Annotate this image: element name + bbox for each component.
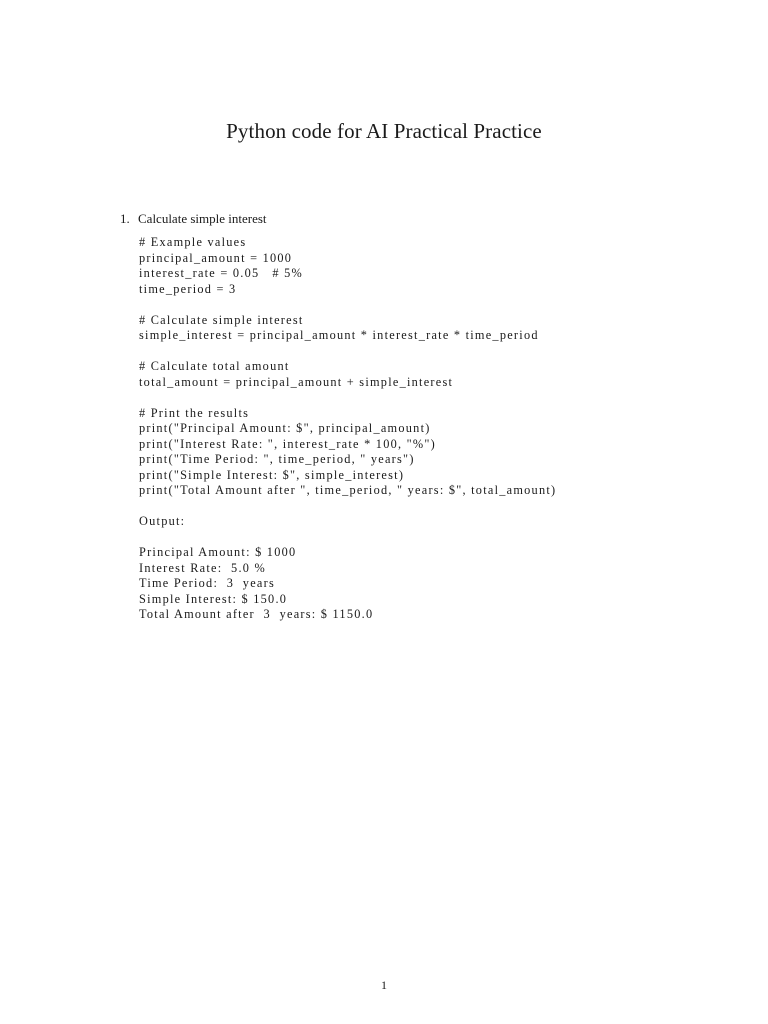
code-line: simple_interest = principal_amount * interest_rate * time_period	[139, 328, 539, 342]
code-line: total_amount = principal_amount + simple_interest	[139, 374, 454, 389]
output-line: Principal Amount: $ 1000	[139, 545, 297, 559]
code-line: print("Interest Rate: ", interest_rate * 100, "%")	[139, 436, 437, 451]
code-line: interest_rate = 0.05 # 5%	[139, 266, 303, 280]
code-line	[139, 530, 556, 546]
list-item-simple-interest	[120, 210, 267, 228]
code-line	[139, 297, 556, 313]
output-line: Total Amount after 3 years: $ 1150.0	[139, 607, 374, 621]
code-line: # Print the results	[139, 405, 250, 420]
code-line: Output:	[139, 514, 186, 528]
code-line: # Calculate total amount	[139, 359, 290, 373]
code-line: print("Simple Interest: $", simple_interest)	[139, 467, 405, 482]
output-line: Simple Interest: $ 150.0	[139, 591, 288, 606]
code-line	[139, 344, 556, 360]
code-line	[139, 390, 556, 406]
list-item-label: Calculate simple interest	[138, 211, 267, 226]
code-line: time_period = 3	[139, 281, 237, 296]
page-number: 1	[381, 978, 387, 992]
code-line: print("Total Amount after ", time_period, " years: $", total_amount)	[139, 483, 557, 497]
code-line: # Calculate simple interest	[139, 312, 304, 327]
code-line: print("Time Period: ", time_period, " years")	[139, 452, 415, 466]
code-line: # Example values	[139, 235, 247, 249]
code-listing	[139, 235, 556, 623]
output-line: Time Period: 3 years	[139, 576, 276, 590]
code-line: principal_amount = 1000	[139, 250, 293, 265]
list-item-number: 1.	[120, 211, 130, 226]
code-line: print("Principal Amount: $", principal_amount)	[139, 421, 431, 435]
code-line	[139, 499, 556, 515]
document-title: Python code for AI Practical Practice	[226, 119, 542, 143]
output-line: Interest Rate: 5.0 %	[139, 560, 266, 575]
